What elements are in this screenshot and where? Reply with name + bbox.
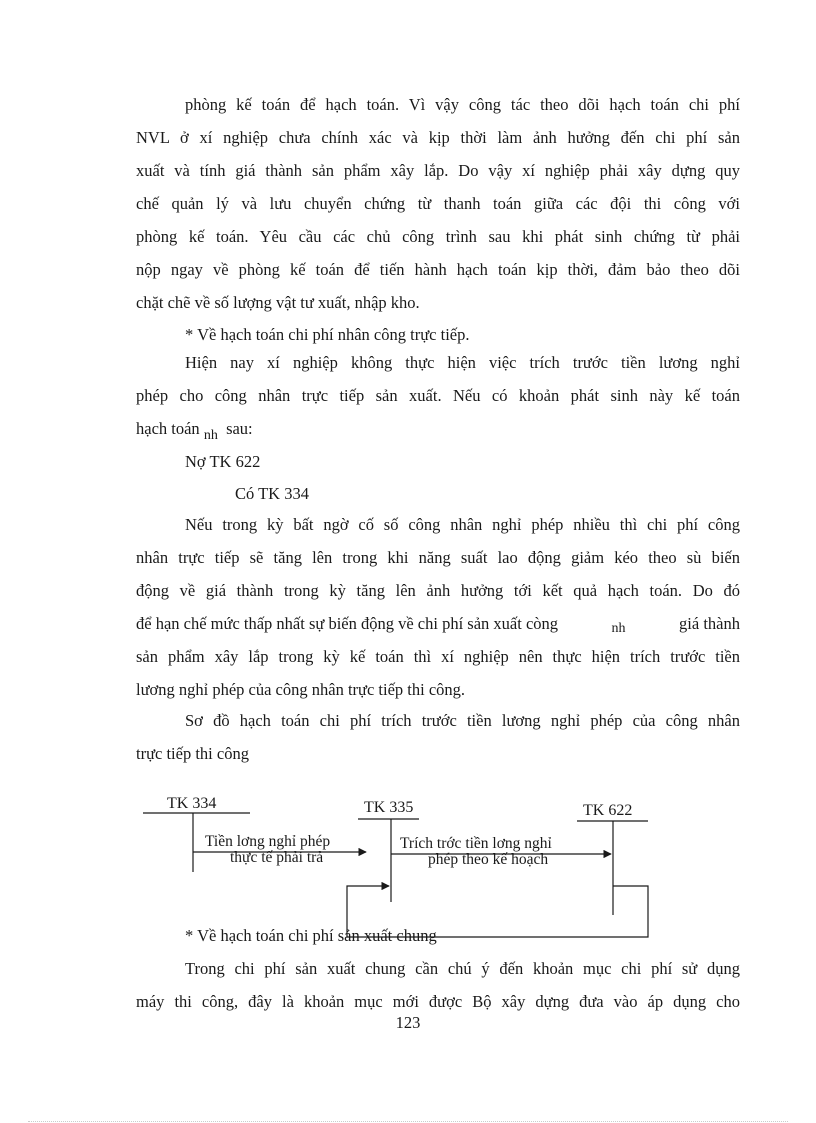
edge-label-accrual-planned-2: phép theo kế hoạch (428, 851, 549, 868)
journal-entry-debit: Nợ TK 622 (185, 452, 261, 471)
paragraph-line: nhân trực tiếp sẽ tăng lên trong khi năng suất lao động giảm kéo theo sù biến (136, 548, 740, 567)
line-text: để hạn chế mức thấp nhất sự biến động về chi phí sản xuất còng (136, 614, 559, 633)
edge-label-accrual-actual: Tiền lơng nghỉ phép (205, 833, 331, 850)
paragraph-line: chế quản lý và lưu chuyển chứng từ thanh toán giữa các đội thi công với (136, 194, 740, 213)
journal-entry-credit: Có TK 334 (235, 484, 309, 503)
subscript-text: nh (611, 621, 626, 636)
edge-label-accrual-actual-2: thực tế phải trả (230, 849, 324, 866)
edge-label-accrual-planned: Trích trớc tiền lơng nghỉ (400, 835, 552, 852)
paragraph-line: động về giá thành trong kỳ tăng lên ảnh hưởng tới kết quả hạch toán. Do đó (136, 581, 740, 600)
page-number: 123 (395, 1013, 421, 1032)
paragraph-line: nộp ngay về phòng kế toán để tiến hành hạch toán kịp thời, đảm bảo theo dõi (136, 260, 740, 279)
page-bottom-divider (28, 1121, 788, 1122)
paragraph-line: sản phẩm xây lắp trong kỳ kế toán thì xí nghiệp nên thực hiện trích trước tiền (136, 647, 740, 666)
paragraph-line (136, 419, 740, 441)
paragraph-line: Nếu trong kỳ bất ngờ cố số công nhân nghỉ phép nhiều thì chi phí công (185, 515, 740, 534)
account-label-tk335: TK 335 (364, 799, 414, 816)
section-heading: * Về hạch toán chi phí nhân công trực tiếp. (185, 325, 470, 344)
paragraph-line (136, 614, 740, 634)
paragraph-line: Sơ đồ hạch toán chi phí trích trước tiền lương nghỉ phép của công nhân (185, 711, 740, 730)
section-heading: * Về hạch toán chi phí sản xuất chung (185, 926, 437, 945)
paragraph-line: Hiện nay xí nghiệp không thực hiện việc trích trước tiền lương nghỉ (185, 353, 740, 372)
subscript-text: nh (203, 428, 218, 443)
line-text: sau: (226, 419, 253, 438)
paragraph-line: chặt chẽ về số lượng vật tư xuất, nhập kho. (136, 293, 420, 312)
paragraph-line: xuất và tính giá thành sản phẩm xây lắp. Do vậy xí nghiệp phải xây dựng quy (136, 161, 740, 180)
paragraph-line: phòng kế toán. Yêu cầu các chủ công trình sau khi phát sinh chứng từ phải (136, 227, 740, 246)
paragraph-line: máy thi công, đây là khoản mục mới được Bộ xây dựng đưa vào áp dụng cho (136, 992, 740, 1011)
paragraph-line: phép cho công nhân trực tiếp sản xuất. Nếu có khoản phát sinh này kế toán (136, 386, 740, 405)
paragraph-line: phòng kế toán để hạch toán. Vì vậy công tác theo dõi hạch toán chi phí (185, 95, 740, 114)
paragraph-line: Trong chi phí sản xuất chung cần chú ý đến khoản mục chi phí sử dụng (185, 959, 740, 978)
paragraph-line: trực tiếp thi công (136, 744, 249, 763)
account-label-tk334: TK 334 (167, 795, 217, 812)
line-text: hạch toán (136, 419, 200, 438)
paragraph-line: NVL ở xí nghiệp chưa chính xác và kịp thời làm ảnh hưởng đến chi phí sản (136, 128, 740, 147)
account-label-tk622: TK 622 (583, 802, 633, 819)
paragraph-line: lương nghỉ phép của công nhân trực tiếp thi công. (136, 680, 466, 699)
line-text: giá thành (679, 614, 740, 633)
